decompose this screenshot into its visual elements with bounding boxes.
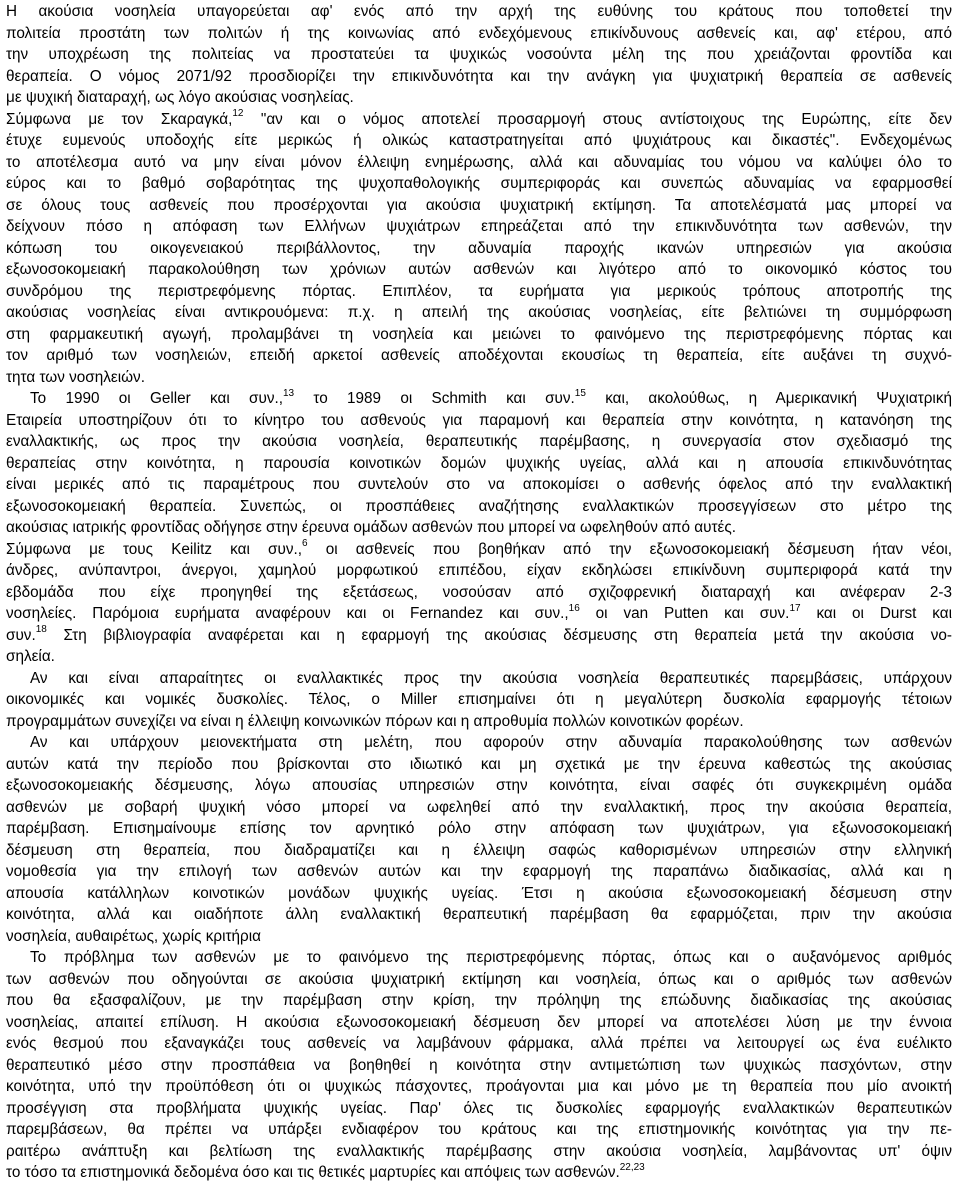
text-line: το αποτέλεσμα αυτό να μην είναι μόνον έλλειψη ενημέρωσης, αλλά και αδυναμίας του νόμου να καλύψει όλο το: [6, 153, 952, 171]
text-line: τητα των νοσηλειών.: [6, 368, 145, 386]
text-line: θεραπεία. Ο νόμος 2071/92 προσδιορίζει την επικινδυνότητα και την ανάγκη για ψυχιατρική θεραπεία σε ασθενείς: [6, 67, 952, 85]
text-span: "αν και ο νόμος αποτελεί προσαρμογή στους αντίστοιχους της Ευρώπης, είτε δεν: [243, 110, 952, 128]
footnote-ref: 16: [568, 602, 580, 614]
text-line: εύρος και το βαθμό σοβαρότητας της ψυχοπαθολογικής συμπεριφοράς και συνεπώς αδυναμίας να εφαρμοσθεί: [6, 175, 952, 192]
text-line: είναι μερικές από τις παραμέτρους που συντελούν στο να αποκομίσει ο ασθενής όφελος από την εναλλακτική: [6, 476, 952, 493]
footnote-ref: 22,23: [619, 1161, 645, 1173]
text-line: ασθενών με σοβαρή ψυχική νόσο μπορεί να ωφεληθεί από την εναλλακτική, προς την ακούσια θεραπεία,: [6, 798, 952, 816]
text-line: θεραπείας στην κοινότητα, η παρουσία κοινοτικών δομών ψυχικής υγείας, αλλά και η απουσία επικινδυνότητας: [6, 454, 952, 472]
text-line: άνδρες, ανύπαντροι, άνεργοι, χαμηλού μορφωτικού επιπέδου, είχαν εκδηλώσει επικίνδυνη συμπεριφορά κατά την: [6, 562, 952, 579]
footnote-ref: 17: [789, 602, 801, 614]
text-span: το 1989 οι Schmith και συν.: [294, 390, 575, 407]
text-line: νομοθεσία για την επιλογή των ασθενών αυτών και την εφαρμογή της παραπάνω διαδικασίας, αλλά και η: [6, 863, 952, 880]
footnote-ref: 12: [232, 108, 244, 120]
text-line: συνδρόμου της περιστρεφόμενης πόρτας. Επιπλέον, τα ευρήματα για μερικούς τρόπους αποτροπής της: [6, 282, 952, 300]
text-line: ραιτέρω ανάπτυξη και βελτίωση της εναλλακτικής παρέμβασης στην ακούσια νοσηλεία, λαμβάνοντας υπ' όψιν: [6, 1142, 952, 1160]
text-span: το τόσο τα επιστημονικά δεδομένα όσο και τις θετικές μαρτυρίες και απόψεις των ασθενών.: [6, 1164, 620, 1181]
text-line: με ψυχική διαταραχή, ως λόγο ακούσιας νοσηλείας.: [6, 89, 354, 106]
text-span: οι van Putten και συν.: [579, 605, 790, 622]
text-line: ακούσιας νοσηλείας είναι αντικρουόμενα: π.χ. η απειλή της ακούσιας νοσηλείας, είτε βελτιώνει τη συμμόρφωση: [6, 304, 952, 321]
text-line: προσέγγιση στα προβλήματα ψυχικής υγείας. Παρ' όλες τις δυσκολίες εφαρμογής εναλλακτικών θεραπευτικών: [6, 1099, 952, 1117]
text-line: Εταιρεία υποστηρίζουν ότι το κίνητρο του ασθενούς για παραμονή και θεραπεία στην κοινότητα, η κατανόηση της: [6, 411, 952, 429]
text-span: Στη βιβλιογραφία αναφέρεται και η εφαρμογή της ακούσιας δέσμευσης στη θεραπεία μετά την ακούσια νο-: [46, 626, 952, 644]
text-line: [6, 625, 952, 647]
text-line: απουσία κατάλληλων κοινοτικών μονάδων ψυχικής υγείας. Έτσι η ακούσια εξωνοσοκομειακή δέσμευση στην: [6, 884, 952, 902]
text-line: παρεμβάσεων, θα πρέπει να υπάρξει ενδιαφέρον του κράτους και της επιστημονικής κοινότητας για την πε-: [6, 1121, 952, 1138]
text-line: νοσηλείας, απαιτεί επίλυση. Η ακούσια εξωνοσοκομειακή δέσμευση δεν μπορεί να αποτελέσει λύση με την έννοια: [6, 1013, 952, 1031]
text-line: εναλλακτικής, ως προς την ακούσια νοσηλεία, θεραπευτικής παρέμβασης, η συνεργασία στον σχεδιασμό της: [6, 433, 952, 450]
footnote-ref: 15: [574, 387, 586, 399]
text-line: [6, 603, 952, 625]
text-span: και, ακολούθως, η Αμερικανική Ψυχιατρική: [585, 390, 952, 407]
text-line: τον αριθμό των νοσηλειών, επειδή αρκετοί ασθενείς αποδέχονται εκουσίως τη θεραπεία, είτε αυξάνει τη συχνό-: [6, 347, 952, 364]
text-line: αυτών κατά την περίοδο που βρίσκονται στο ιδιωτικό και μη σχετικά με την έρευνα καθεστώς της ακούσιας: [6, 755, 952, 773]
text-line: Η ακούσια νοσηλεία υπαγορεύεται αφ' ενός από την αρχή της ευθύνης του κράτους που τοποθετεί την: [6, 3, 952, 20]
text-line: κόπωση του οικογενειακού περιβάλλοντος, την αδυναμία παροχής ικανών υπηρεσιών για ακούσια: [6, 239, 952, 257]
text-line: Αν και υπάρχουν μειονεκτήματα στη μελέτη, που αφορούν στην αδυναμία παρακολούθησης των ασθενών: [30, 734, 952, 751]
text-line: ενός θεσμού που εξαναγκάζει τους ασθενείς να λαμβάνουν φάρμακα, αλλά πρέπει να λειτουργεί ως ένα ευέλικτο: [6, 1035, 952, 1052]
text-span: Σύμφωνα με τον Σκαραγκά,: [6, 110, 233, 128]
text-line: εξωνοσοκομειακή θεραπεία. Συνεπώς, οι προσπάθειες αναζήτησης εναλλακτικών προσεγγίσεων στο μέτρο της: [6, 497, 952, 515]
text-line: σε όλους τους ασθενείς που προσέρχονται για ακούσια ψυχιατρική εκτίμηση. Τα αποτελέσματά μας μπορεί να: [6, 196, 952, 214]
text-line: ακούσιας ιατρικής φροντίδας οδήγησε στην έρευνα ομάδων ασθενών που μπορεί να ωφεληθούν από αυτές.: [6, 519, 736, 536]
text-line: εβδομάδα που είχε προηγηθεί της εξετάσεως, νοσούσαν από σχιζοφρενική διαταραχή και ανέφεραν 2-3: [6, 583, 952, 601]
text-line: [6, 1162, 952, 1184]
text-span: συν.: [6, 626, 36, 644]
text-line: προγραμμάτων συνεχίζει να είναι η έλλειψη κοινωνικών πόρων και η απροθυμία πολλών κοινοτικών φορέων.: [6, 712, 744, 730]
text-line: δείχνουν πόσο η απόφαση των Ελλήνων ψυχιάτρων επηρεάζεται από την επικινδυνότητα των ασθενών, την: [6, 218, 952, 235]
text-line: την υποχρέωση της πολιτείας να προστατεύει τα ψυχικώς νοσούντα μέλη της που χρειάζονται φροντίδα και: [6, 46, 952, 63]
text-span: Σύμφωνα με τους Keilitz και συν.,: [6, 540, 302, 558]
footnote-ref: 6: [302, 538, 308, 550]
text-line: εξωνοσοκομειακή παρακολούθηση των χρόνιων αυτών ασθενών και λιγότερο από το οικονομικό κόστος του: [6, 261, 952, 278]
text-line: των ασθενών που οδηγούνται σε ακούσια ψυχιατρική εκτίμηση και νοσηλεία, όπως και ο αριθμός των ασθενών: [6, 970, 952, 988]
text-line: Αν και είναι απαραίτητες οι εναλλακτικές προς την ακούσια νοσηλεία θεραπευτικές παρεμβάσεις, υπάρχουν: [30, 669, 952, 687]
text-line: [6, 109, 952, 131]
text-span: και οι Durst και: [800, 605, 952, 622]
text-line: δέσμευση στη θεραπεία, που διαδραματίζει και η έλλειψη σαφώς καθορισμένων υπηρεσιών στην ελληνική: [6, 841, 952, 859]
text-line: παρέμβαση. Επισημαίνουμε επίσης τον αρνητικό ρόλο στην απόφαση των ψυχιάτρων, για εξωνοσοκομειακή: [6, 820, 952, 837]
text-span: Το 1990 οι Geller και συν.,: [30, 390, 283, 407]
text-line: [6, 388, 952, 410]
text-line: οικονομικές και νομικές δυσκολίες. Τέλος, ο Miller επισημαίνει ότι η μεγαλύτερη δυσκολία εφαρμογής τέτοιων: [6, 691, 952, 708]
text-line: νοσηλεία, αυθαιρέτως, χωρίς κριτήρια: [6, 927, 261, 945]
text-span: νοσηλείες. Παρόμοια ευρήματα αναφέρουν και οι Fernandez και συν.,: [6, 605, 569, 622]
text-line: Το πρόβλημα των ασθενών με το φαινόμενο της περιστρεφόμενης πόρτας, όπως και ο αυξανόμενος αριθμός: [30, 949, 952, 966]
text-line: [6, 539, 952, 561]
footnote-ref: 18: [35, 624, 47, 636]
text-line: κοινότητα, αλλά και οιαδήποτε άλλη εναλλακτική θεραπευτική παρέμβαση θα εφαρμόζεται, πριν την ακούσια: [6, 906, 952, 923]
text-line: θεραπευτικό μέσο στην προσπάθεια να βοηθηθεί η κοινότητα στην αντιμετώπιση των ψυχικώς πασχόντων, στην: [6, 1056, 952, 1074]
text-line: κοινότητα, υπό την προϋπόθεση ότι οι ψυχικώς πάσχοντες, προάγονται μια και μόνο με τη θεραπεία που μίο ανοικτή: [6, 1078, 952, 1095]
text-line: εξωνοσοκομειακής δέσμευσης, λόγω απουσίας υπηρεσιών στην κοινότητα, είναι σαφές ότι συγκεκριμένη ομάδα: [6, 777, 952, 794]
text-line: σηλεία.: [6, 648, 55, 665]
text-line: που θα εξασφαλίζουν, με την παρέμβαση στην κρίση, την πρόληψη της επώδυνης διαδικασίας της ακούσιας: [6, 992, 952, 1009]
text-span: οι ασθενείς που βοηθήκαν από την εξωνοσοκομειακή δέσμευση ήταν νέοι,: [307, 540, 952, 558]
text-line: στη φαρμακευτική αγωγή, προλαμβάνει τη νοσηλεία και μειώνει το φαινόμενο της περιστρεφόμενης πόρτας και: [6, 325, 952, 343]
text-line: πολιτεία προστάτη των πολιτών ή της κοινωνίας από ενδεχόμενους επικίνδυνους ασθενείς και, αφ' ετέρου, από: [6, 24, 952, 42]
text-line: έτυχε ευμενούς υποδοχής είτε μερικώς ή ολικώς καταστρατηγείται από ψυχιάτρους και δικαστές". Ενδεχομένως: [6, 132, 952, 149]
footnote-ref: 13: [283, 387, 295, 399]
